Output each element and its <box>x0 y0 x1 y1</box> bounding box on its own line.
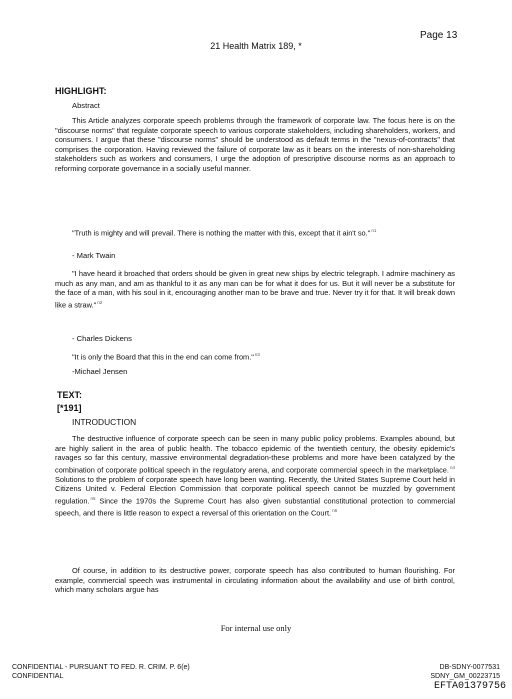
footnote-marker: n3 <box>254 352 260 357</box>
epigraph-quote-text: "Truth is mighty and will prevail. There is nothing the matter with this, except that it ain't so." <box>72 228 371 238</box>
footnote-marker: n5 <box>90 496 96 502</box>
epigraph-author: - Charles Dickens <box>72 334 132 343</box>
confidential-line-2: CONFIDENTIAL <box>12 673 64 680</box>
page-number: Page 13 <box>420 30 458 41</box>
paragraph-text: The destructive influence of corporate speech can be seen in many public policy problems. Examples abound, but are highly salient in the area of public health. The tobacco epidemic of the twentieth century, the obesity epidemic's ravages so far this century, massive environmental degradation-these problems and more have been catalyzed by the combination of corporate political speech in the regulatory arena, and corporate commercial speech in the marketplace. <box>55 434 455 475</box>
confidential-notice <box>12 663 190 681</box>
footnote-marker: n4 <box>449 464 455 470</box>
footnote-marker: n1 <box>371 228 377 233</box>
body-paragraph <box>55 434 455 518</box>
text-heading: TEXT: <box>57 390 83 400</box>
paragraph-text: Of course, in addition to its destructive power, corporate speech has also contributed to human flourishing. For example, commercial speech was instrumental in circulating information about the availability and use of birth control, which many scholars argue has <box>55 566 455 595</box>
efta-number: EFTA01379756 <box>433 681 506 692</box>
epigraph-quote <box>55 226 455 238</box>
highlight-heading: HIGHLIGHT: <box>55 86 107 96</box>
footnote-marker: n2 <box>97 299 103 305</box>
page-marker: [*191] <box>57 403 82 413</box>
epigraph-author: -Michael Jensen <box>72 367 128 376</box>
confidential-line-1: CONFIDENTIAL - PURSUANT TO FED. R. CRIM. P. 6(e) <box>12 664 190 671</box>
bates-block <box>430 663 500 681</box>
abstract-text: This Article analyzes corporate speech problems through the framework of corporate law. The focus here is on the "discourse norms" that regulate corporate speech to various corporate stakeholders, including shareholders, workers, and consumers. I argue that these "discourse norms" should be understood as default terms in the "nexus-of-contracts" that comprises the corporation. Having reviewed the failure of corporate law as it bears on the interests of non-shareholding stakeholders such as workers and consumers, I urge the adoption of prescriptive discourse norms as an approach to reforming corporate governance in a socially useful manner. <box>55 116 455 173</box>
footnote-marker: n6 <box>332 508 338 514</box>
epigraph-quote-text: "I have heard it broached that orders should be given in great new ships by electric telegraph. I admire machinery as much as any man, and am as thankful to it as any man can be for what it does for us. But it will never be a substitute for the face of a man, with his soul in it, encouraging another man to be brave and true. Never try it for that. It will break down like a straw." <box>55 269 455 310</box>
citation: 21 Health Matrix 189, * <box>210 41 302 51</box>
epigraph-author: - Mark Twain <box>72 251 116 260</box>
paragraph-text: Solutions to the problem of corporate speech have long been wanting. Recently, the United States Supreme Court held in Citizens United v. Federal Election Commission that corporate political speech cannot be muzzled by government regulation. <box>55 474 455 506</box>
internal-use-note: For internal use only <box>220 623 292 633</box>
bates-number-2: SDNY_GM_00223715 <box>430 673 500 680</box>
epigraph-quote <box>55 350 455 362</box>
section-title: INTRODUCTION <box>72 417 137 427</box>
abstract-label: Abstract <box>72 101 100 110</box>
bates-number-1: DB-SDNY-0077531 <box>439 664 500 671</box>
paragraph-text: Since the 1970s the Supreme Court has also given substantial constitutional protection to commercial speech, and there is little reason to expect a reversal of this orientation on the Court. <box>55 496 455 518</box>
body-paragraph <box>55 566 455 595</box>
epigraph-quote <box>55 269 455 310</box>
epigraph-quote-text: "It is only the Board that this in the end can come from." <box>72 352 254 362</box>
